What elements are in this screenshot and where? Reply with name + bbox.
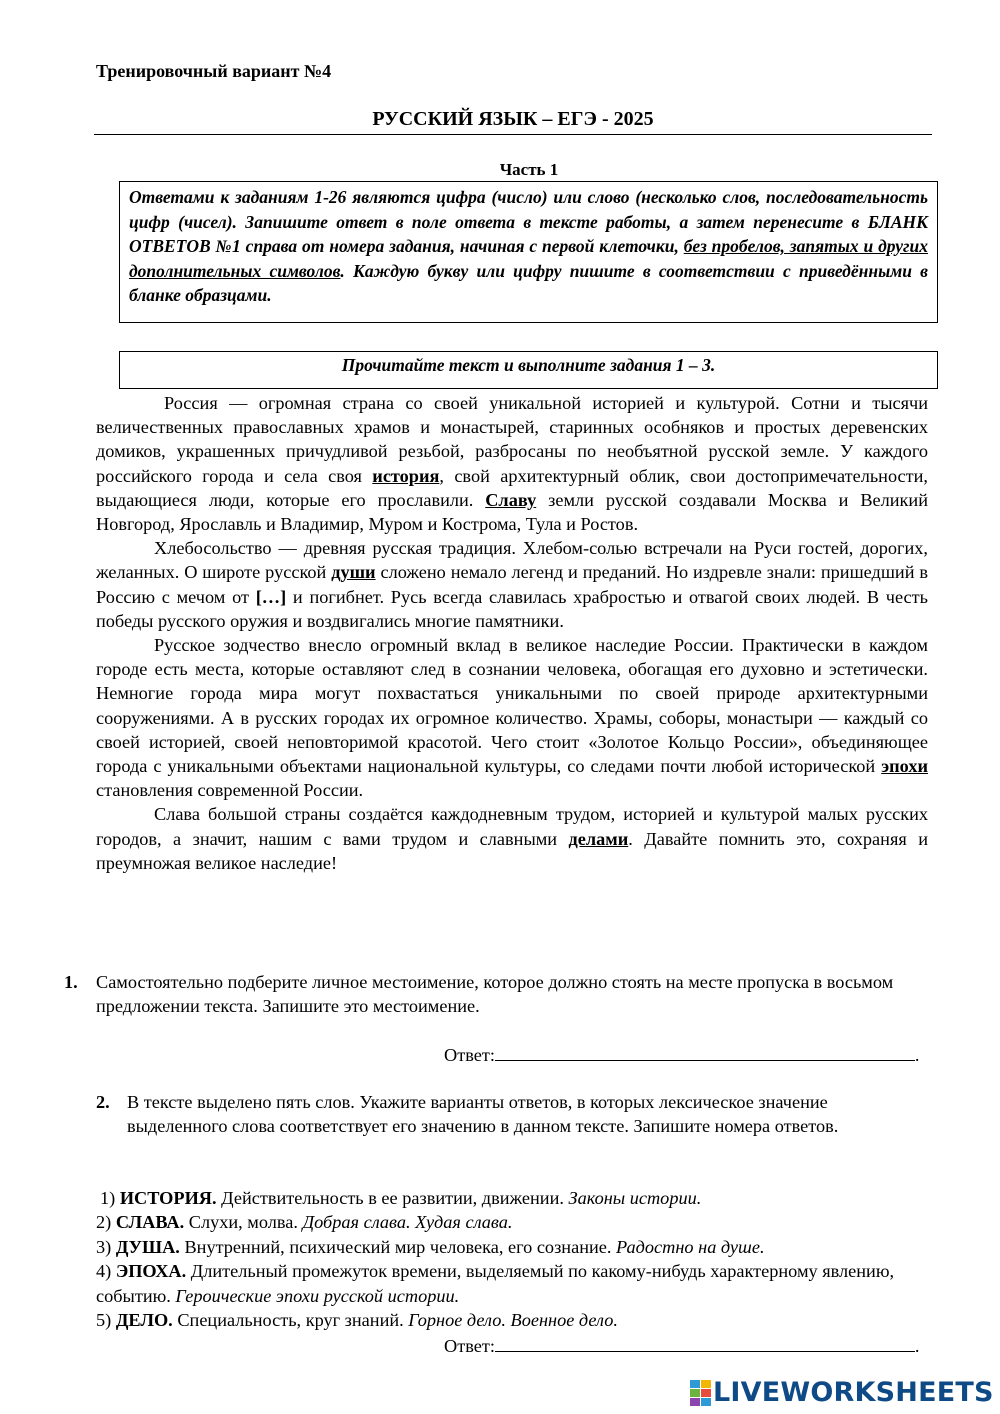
option-example: Добрая слава. Худая слава. <box>302 1212 513 1233</box>
task-2-text: В тексте выделено пять слов. Укажите варианты ответов, в которых лексическое значение выделенного слова соответствует его значению в данном тексте. Запишите номера ответов. <box>127 1092 839 1136</box>
option-number: 5) <box>96 1310 112 1331</box>
option-1 <box>96 1186 916 1210</box>
read-prompt: Прочитайте текст и выполните задания 1 – 3. <box>119 351 938 389</box>
option-definition: Действительность в ее развитии, движении. <box>216 1188 569 1208</box>
text-run: земли русской создавали Москва и Великий Новгород, Ярославль и Владимир, Муром и Кострома, Тула и Ростов. <box>96 489 928 535</box>
task-2-number: 2. <box>96 1092 110 1112</box>
liveworksheets-wordmark: LIVEWORKSHEETS <box>713 1377 994 1408</box>
text-run: . Каждую букву или цифру пишите в соответствии с приведёнными в бланке образцами. <box>129 260 928 305</box>
option-headword: ИСТОРИЯ. <box>119 1188 217 1208</box>
task-1-answer-end: . <box>914 1045 920 1065</box>
option-5 <box>96 1308 916 1332</box>
option-number: 1) <box>100 1188 116 1208</box>
option-definition: Длительный промежуток времени, выделяемый по какому-нибудь характерному явлению, событию. <box>96 1261 895 1306</box>
highlighted-word: делами <box>568 828 629 849</box>
task-2-options <box>96 1186 916 1332</box>
option-number: 3) <box>96 1236 112 1257</box>
text-run: Ответами к заданиям 1-26 являются цифра (число) или слово (несколько слов, последовательность цифр (чисел). Запишите ответ в поле ответа в тексте работы, а затем перенесите в БЛАНК ОТВЕТОВ №1 справа от номера задания, начиная с первой клеточки, <box>129 187 928 256</box>
text-run: сложено немало легенд и преданий. Но издревле знали: пришедший в Россию с мечом от <box>96 562 928 607</box>
option-headword: ЭПОХА. <box>115 1261 187 1282</box>
liveworksheets-logo-icon <box>690 1380 712 1406</box>
option-headword: ДЕЛО. <box>115 1310 173 1331</box>
part-label: Часть 1 <box>499 160 559 179</box>
highlighted-word: души <box>331 562 376 583</box>
option-4 <box>96 1259 916 1308</box>
option-example: Героические эпохи русской истории. <box>175 1285 460 1306</box>
task-2-answer-end: . <box>914 1336 920 1356</box>
option-definition: Внутренний, психический мир человека, его сознание. <box>179 1236 617 1257</box>
variant-label: Тренировочный вариант №4 <box>96 61 332 81</box>
underlined-phrase: без пробелов, запятых и других дополнительных символов <box>129 236 928 281</box>
text-run: Хлебосольство — древняя русская традиция. Хлебом-солью встречали на Руси гостей, дорогих, желанных. О широте русской <box>96 538 928 583</box>
task-2-answer-label: Ответ: <box>444 1336 495 1356</box>
text-paragraph-4 <box>96 802 928 875</box>
option-example: Законы истории. <box>568 1188 702 1208</box>
highlighted-word: Славу <box>485 489 537 510</box>
text-run: . Давайте помнить это, сохраняя и преумножая великое наследие! <box>96 828 928 873</box>
reading-text <box>96 391 928 875</box>
option-definition: Специальность, круг знаний. <box>172 1310 409 1331</box>
text-run: и погибнет. Русь всегда славилась храбростью и отвагой своих людей. В честь победы русского оружия и воздвигались многие памятники. <box>96 586 928 631</box>
text-run: , свой архитектурный облик, свои достопримечательности, выдающиеся люди, которые его прославили. <box>96 465 928 510</box>
liveworksheets-brand[interactable] <box>690 1376 994 1408</box>
text-gap-marker: […] <box>255 586 287 607</box>
option-number: 2) <box>96 1212 112 1233</box>
option-definition: Слухи, молва. <box>184 1212 303 1233</box>
instructions-box <box>119 181 938 323</box>
option-example: Радостно на душе. <box>616 1236 765 1257</box>
text-run: Россия — огромная страна со своей уникальной историей и культурой. Сотни и тысячи величественных православных храмов и монастырей, старинных особняков и простых деревенских домиков, украшенных причудливой резьбой, разбросаны по необъятной русской земле. У каждого российского города и села своя <box>96 393 928 486</box>
text-paragraph-1 <box>96 391 928 536</box>
text-run: Слава большой страны создаётся каждодневным трудом, историей и культурой малых русских городов, а значит, нашим с вами трудом и славными <box>96 804 928 849</box>
task-1-answer-label: Ответ: <box>444 1045 495 1065</box>
task-2-answer-row <box>444 1333 919 1358</box>
highlighted-word: история <box>372 465 440 486</box>
task-1-answer-field[interactable] <box>495 1042 915 1061</box>
text-paragraph-3 <box>96 633 928 802</box>
option-2 <box>96 1210 916 1234</box>
text-run: становления современной России. <box>96 780 364 801</box>
text-paragraph-2 <box>96 536 928 633</box>
option-headword: СЛАВА. <box>115 1212 185 1233</box>
option-3 <box>96 1235 916 1259</box>
task-1-text: Самостоятельно подберите личное местоимение, которое должно стоять на месте пропуска в восьмом предложении текста. Запишите это местоимение. <box>96 972 894 1016</box>
task-2-answer-field[interactable] <box>495 1333 915 1352</box>
page-title: РУССКИЙ ЯЗЫК – ЕГЭ - 2025 <box>94 108 932 135</box>
task-1-answer-row <box>444 1042 919 1067</box>
text-run: Русское зодчество внесло огромный вклад в великое наследие России. Практически в каждом городе есть места, которые оставляют след в сознании человека, обогащая его духовно и эстетически. Немногие города мира могут похвастаться уникальными по своей природе архитектурными сооружениями. А в русских городах их огромное количество. Храмы, соборы, монастыри — каждый со своей историей, своей неповторимой красотой. Чего стоит «Золотое Кольцо России», объединяющее города с уникальными объектами национальной культуры, со следами почти любой исторической <box>96 635 928 777</box>
task-1-number: 1. <box>64 972 78 992</box>
option-number: 4) <box>96 1261 112 1282</box>
option-headword: ДУША. <box>115 1236 180 1257</box>
highlighted-word: эпохи <box>881 756 928 777</box>
option-example: Горное дело. Военное дело. <box>408 1310 618 1331</box>
